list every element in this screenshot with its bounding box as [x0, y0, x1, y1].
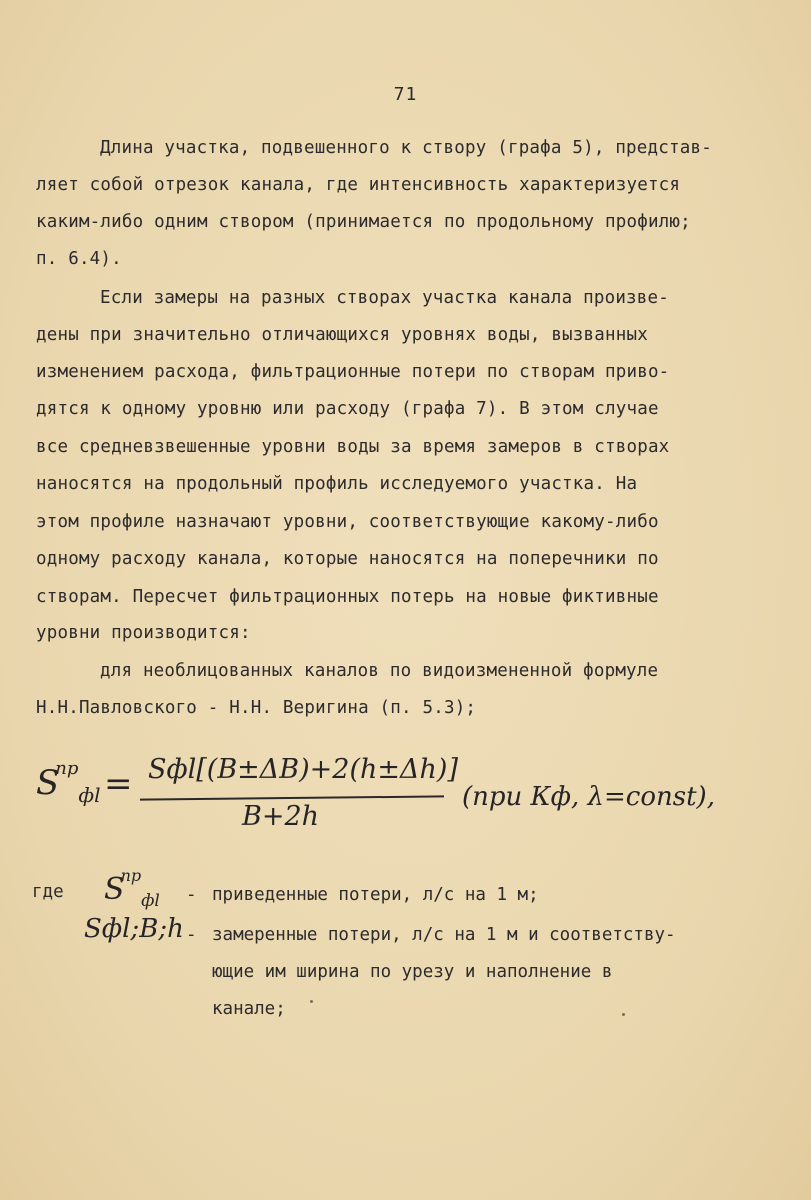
page-number: 71	[393, 84, 418, 105]
definition-text: канале;	[212, 999, 286, 1019]
formula-fraction-bar	[140, 795, 444, 800]
text-line: дятся к одному уровню или расходу (графа 7). В этом случае	[36, 399, 659, 419]
where-label: где	[32, 882, 64, 902]
text-line: наносятся на продольный профиль исследуемого участка. На	[36, 474, 638, 494]
text-line: уровни производится:	[36, 623, 251, 643]
definition-symbol-sub: фl	[141, 891, 160, 911]
text-line: одному расходу канала, которые наносятся на поперечники по	[36, 549, 659, 569]
text-line: Длина участка, подвешенного к створу (графа 5), представ-	[100, 138, 712, 158]
formula-lhs	[36, 758, 100, 807]
formula-numerator: Sфl[(B±ΔB)+2(h±Δh)]	[148, 754, 458, 785]
paper-speck	[310, 1000, 313, 1003]
formula-lhs-subscript: фl	[78, 782, 101, 807]
definition-symbol-measured-losses: Sфl;B;h	[84, 914, 184, 944]
formula-lhs-superscript: пр	[55, 758, 79, 779]
text-line: п. 6.4).	[36, 249, 122, 269]
formula-denominator: B+2h	[242, 801, 320, 832]
paper-speck	[622, 1013, 625, 1016]
definition-symbol-reduced-losses	[104, 866, 160, 911]
text-line: изменением расхода, фильтрационные потери по створам приво-	[36, 362, 670, 382]
text-line: дены при значительно отличающихся уровнях воды, вызванных	[36, 325, 648, 345]
definition-text: приведенные потери, л/с на 1 м;	[212, 885, 539, 905]
definition-dash: -	[186, 925, 197, 945]
definition-symbol-sup: пр	[120, 866, 142, 885]
definition-symbol-main: S	[104, 872, 125, 907]
text-line: этом профиле назначают уровни, соответствующие какому-либо	[36, 512, 659, 532]
text-line: для необлицованных каналов по видоизмененной формуле	[100, 661, 659, 681]
formula-condition: (при Кф, λ=const),	[462, 782, 715, 812]
text-line: ляет собой отрезок канала, где интенсивность характеризуется	[36, 175, 681, 195]
text-line: каким-либо одним створом (принимается по продольному профилю;	[36, 212, 691, 232]
definition-dash: -	[186, 885, 197, 905]
formula-lhs-symbol: S	[36, 763, 60, 803]
text-line: Н.Н.Павловского - Н.Н. Веригина (п. 5.3);	[36, 698, 477, 718]
definition-text: ющие им ширина по урезу и наполнение в	[212, 962, 613, 982]
text-line: створам. Пересчет фильтрационных потерь на новые фиктивные	[36, 587, 659, 607]
formula-equals: =	[104, 764, 133, 804]
text-line: все средневзвешенные уровни воды за время замеров в створах	[36, 437, 670, 457]
text-line: Если замеры на разных створах участка канала произве-	[100, 288, 670, 308]
definition-text: замеренные потери, л/с на 1 м и соответству-	[212, 925, 676, 945]
